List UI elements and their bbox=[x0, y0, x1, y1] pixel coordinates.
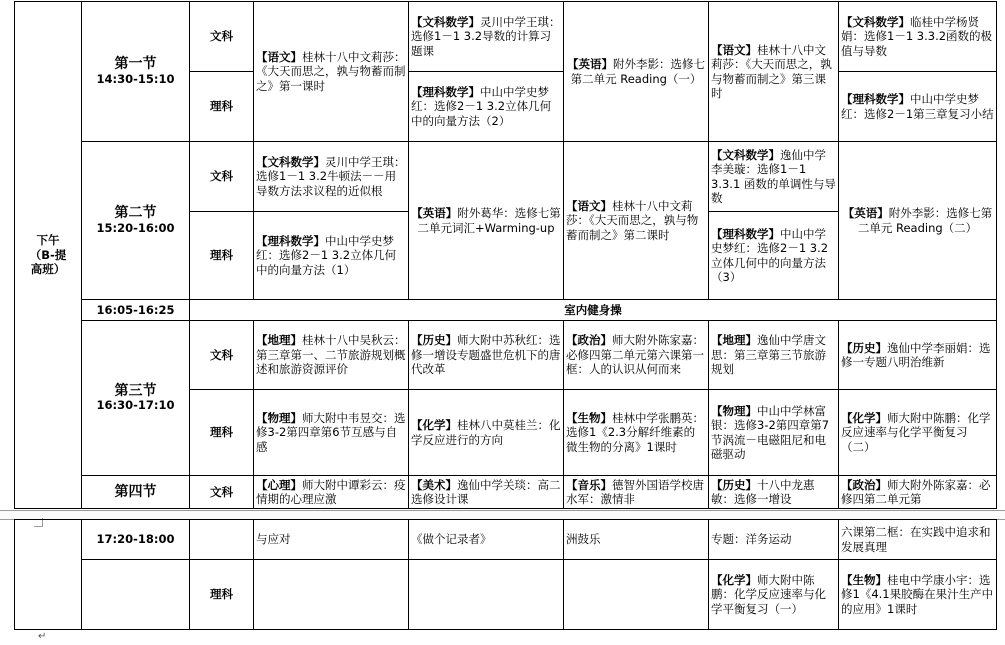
period-3-header bbox=[82, 321, 190, 476]
course-detail: 桂林十八中文莉莎：《大天而思之，孰与物蓄而制之》第三课时 bbox=[711, 42, 832, 100]
p2-course-mon-wen bbox=[254, 142, 409, 212]
period-1-time: 14:30-15:10 bbox=[96, 71, 175, 86]
course-detail: 逸仙中学李丽娟：选修一专题八明治维新 bbox=[841, 340, 991, 369]
p4-course-fri-li bbox=[839, 560, 997, 630]
course-subject: 【英语】 bbox=[567, 57, 613, 71]
period-2-header bbox=[82, 142, 190, 300]
course-detail: 中山中学史梦红：选修2－1 3.2立体几何中的向量方法（3） bbox=[711, 226, 829, 284]
course-subject: 【理科数学】 bbox=[411, 84, 480, 99]
p3-course-tue-wen bbox=[409, 321, 564, 390]
period-2-time: 15:20-16:00 bbox=[96, 220, 175, 235]
p4-course-tue-li bbox=[409, 560, 564, 630]
course-detail: 十八中龙惠敏：选修一增设 bbox=[711, 477, 815, 506]
period-4-li-blank bbox=[82, 560, 190, 630]
period-1-name: 第一节 bbox=[114, 56, 157, 72]
period-4-time-cell bbox=[82, 520, 190, 560]
p4-course-tue-wen-cont: 《做个记录者》 bbox=[409, 520, 564, 560]
course-detail: 中山中学史梦红：选修2－1第三章复习小结 bbox=[841, 92, 994, 121]
side-continued bbox=[15, 520, 82, 630]
p4-course-mon-wen-cont: 与应对 bbox=[254, 520, 409, 560]
side-label-line3: 高班） bbox=[30, 262, 66, 277]
course-detail: 师大附中陈鹏：化学反应速率与化学平衡复习（二） bbox=[841, 410, 991, 454]
p2-course-thu-wen bbox=[709, 142, 839, 212]
p1-course-thu bbox=[709, 2, 839, 142]
p3-course-fri-li bbox=[839, 390, 997, 476]
course-detail: 附外李影：选修七第二单元 Reading（二） bbox=[857, 206, 993, 235]
p1-course-mon bbox=[254, 2, 409, 142]
course-subject: 【理科数学】 bbox=[256, 233, 325, 248]
p2-course-fri bbox=[839, 142, 997, 300]
course-detail: 灵川中学王琪：选修1－1 3.2牛顿法－－用导数方法求议程的近似根 bbox=[256, 154, 406, 198]
course-detail: 逸仙中学李美璇：选修1－1 3.3.1 函数的单调性与导数 bbox=[711, 147, 836, 205]
course-subject: 【文科数学】 bbox=[256, 154, 325, 169]
course-subject: 【历史】 bbox=[841, 340, 887, 355]
p4-course-thu-li bbox=[709, 560, 839, 630]
course-subject: 【语文】 bbox=[256, 49, 302, 64]
course-detail: 中山中学史梦红：选修2－1 3.2立体几何中的向量方法（2） bbox=[411, 84, 552, 128]
course-detail: 桂林中学张鹏英：选修1《2.3分解纤维素的微生物的分离》1课时 bbox=[566, 410, 704, 454]
p1-course-fri-wen bbox=[839, 2, 997, 72]
side-label-line2: （B-提 bbox=[29, 247, 67, 262]
course-detail: 师大附中苏秋红：选修一增设专题盛世危机下的唐代改革 bbox=[411, 333, 561, 377]
course-subject: 【语文】 bbox=[566, 198, 612, 213]
track-wen-label: 文科 bbox=[190, 2, 254, 72]
track-wen-label: 文科 bbox=[190, 321, 254, 390]
course-subject: 【历史】 bbox=[711, 477, 757, 492]
course-subject: 【英语】 bbox=[842, 206, 889, 220]
period-1-header bbox=[82, 2, 190, 142]
p3-course-thu-li bbox=[709, 390, 839, 476]
p2-course-tue bbox=[409, 142, 564, 300]
course-detail: 灵川中学王琪：选修1－1 3.2导数的计算习题课 bbox=[411, 14, 561, 58]
p2-course-mon-li bbox=[254, 212, 409, 300]
p4-course-wed-wen-cont: 洲鼓乐 bbox=[564, 520, 709, 560]
course-subject: 【文科数学】 bbox=[711, 147, 780, 162]
course-detail: 师大附中韦昱交：选修3-2第四章第6节互感与自感 bbox=[256, 410, 406, 454]
course-subject: 【政治】 bbox=[566, 333, 612, 348]
course-detail: 逸仙中学关琰：高二选修设计课 bbox=[411, 477, 561, 506]
p3-course-wed-li bbox=[564, 390, 709, 476]
period-3-name: 第三节 bbox=[114, 382, 157, 399]
track-li-label: 理科 bbox=[190, 560, 254, 630]
course-detail: 师大附中陈鹏：化学反应速率与化学平衡复习（一） bbox=[711, 572, 826, 616]
afternoon-class-label bbox=[15, 2, 82, 509]
course-subject: 【政治】 bbox=[841, 477, 887, 492]
p4-course-fri-wen bbox=[839, 476, 997, 509]
track-li-label: 理科 bbox=[190, 390, 254, 476]
course-subject: 【心理】 bbox=[256, 477, 302, 492]
course-detail: 逸仙中学唐文思：第三章第三节旅游规划 bbox=[711, 333, 826, 377]
course-detail: 桂电中学康小宇：选修1《4.1果胶酶在果汁生产中的应用》1课时 bbox=[841, 572, 994, 616]
track-wen-label: 文科 bbox=[190, 476, 254, 509]
course-subject: 【文科数学】 bbox=[841, 14, 910, 29]
p3-course-fri-wen bbox=[839, 321, 997, 390]
course-subject: 【化学】 bbox=[411, 418, 457, 432]
course-detail: 桂林八中莫桂兰：化学反应进行的方向 bbox=[411, 418, 561, 447]
course-subject: 【地理】 bbox=[256, 333, 302, 348]
course-subject: 【生物】 bbox=[566, 410, 612, 425]
course-subject: 【物理】 bbox=[711, 403, 757, 418]
p4-course-fri-wen-cont: 六课第二框：在实践中追求和发展真理 bbox=[839, 520, 997, 560]
course-subject: 【生物】 bbox=[841, 572, 887, 587]
p4-course-mon-li bbox=[254, 560, 409, 630]
p2-course-wed bbox=[564, 142, 709, 300]
course-subject: 【化学】 bbox=[711, 572, 757, 587]
track-wen-continued bbox=[190, 520, 254, 560]
course-subject: 【化学】 bbox=[841, 410, 887, 425]
p4-course-thu-wen bbox=[709, 476, 839, 509]
course-subject: 【历史】 bbox=[411, 333, 457, 348]
p1-course-wed bbox=[564, 2, 709, 142]
schedule-table-bottom bbox=[14, 519, 997, 630]
p1-course-tue-li bbox=[409, 72, 564, 142]
p1-course-tue-wen bbox=[409, 2, 564, 72]
course-subject: 【物理】 bbox=[256, 410, 302, 425]
course-subject: 【语文】 bbox=[711, 42, 757, 57]
course-detail: 师大附外陈家嘉：必修四第二单元第 bbox=[841, 477, 991, 506]
course-subject: 【理科数学】 bbox=[711, 226, 780, 241]
p2-course-thu-li bbox=[709, 212, 839, 300]
exercise-time: 16:05-16:25 bbox=[82, 300, 190, 321]
course-detail: 德智外国语学校唐水军：激情非 bbox=[566, 477, 704, 506]
track-li-label: 理科 bbox=[190, 72, 254, 142]
p4-course-thu-wen-cont: 专题：洋务运动 bbox=[709, 520, 839, 560]
course-subject: 【文科数学】 bbox=[411, 14, 480, 29]
course-detail: 桂林十八中文莉莎：《大天而思之，孰与物蓄而制之》第二课时 bbox=[566, 198, 699, 242]
period-4-name: 第四节 bbox=[114, 483, 157, 500]
course-detail: 中山中学史梦红：选修2－1 3.2立体几何中的向量方法（1） bbox=[256, 233, 397, 277]
period-4-time: 17:20-18:00 bbox=[96, 532, 175, 547]
p4-course-mon-wen bbox=[254, 476, 409, 509]
course-detail: 附外李影：选修七第二单元 Reading（一） bbox=[570, 57, 705, 86]
schedule-table-top bbox=[14, 1, 997, 509]
p4-course-tue-wen bbox=[409, 476, 564, 509]
course-detail: 临桂中学杨贤娟：选修1－1 3.3.2函数的极值与导数 bbox=[841, 14, 993, 58]
p3-course-tue-li bbox=[409, 390, 564, 476]
period-3-time: 16:30-17:10 bbox=[96, 398, 175, 412]
period-2-name: 第二节 bbox=[114, 205, 157, 221]
course-subject: 【英语】 bbox=[411, 206, 458, 220]
p3-course-wed-wen bbox=[564, 321, 709, 390]
exercise-label: 室内健身操 bbox=[190, 300, 997, 321]
track-li-label: 理科 bbox=[190, 212, 254, 300]
paragraph-mark: ↵ bbox=[38, 631, 47, 642]
p3-course-mon-li bbox=[254, 390, 409, 476]
p4-course-wed-wen bbox=[564, 476, 709, 509]
course-subject: 【理科数学】 bbox=[841, 92, 910, 106]
period-4-header bbox=[82, 476, 190, 509]
course-detail: 师大附外陈家嘉：必修四第二单元第六课第一框：人的认识从何而来 bbox=[566, 333, 704, 377]
course-detail: 中山中学林富银：选修3-2第四章第7节涡流－电磁阻尼和电磁驱动 bbox=[711, 403, 830, 461]
p4-course-wed-li bbox=[564, 560, 709, 630]
track-wen-label: 文科 bbox=[190, 142, 254, 212]
course-detail: 师大附中谭彩云：疫情期的心理应激 bbox=[256, 477, 406, 506]
course-subject: 【美术】 bbox=[411, 477, 457, 492]
p3-course-thu-wen bbox=[709, 321, 839, 390]
p1-course-fri-li bbox=[839, 72, 997, 142]
course-subject: 【音乐】 bbox=[566, 477, 612, 492]
course-detail: 桂林十八中吴秋云：第三章第一、二节旅游规划概述和旅游资源评价 bbox=[256, 333, 406, 377]
p3-course-mon-wen bbox=[254, 321, 409, 390]
side-label-line1: 下午 bbox=[36, 233, 60, 248]
course-detail: 桂林十八中文莉莎：《大天而思之，孰与物蓄而制之》第一课时 bbox=[256, 49, 406, 93]
course-subject: 【地理】 bbox=[711, 333, 757, 348]
course-detail: 附外葛华：选修七第二单元词汇+Warming-up bbox=[417, 206, 561, 235]
